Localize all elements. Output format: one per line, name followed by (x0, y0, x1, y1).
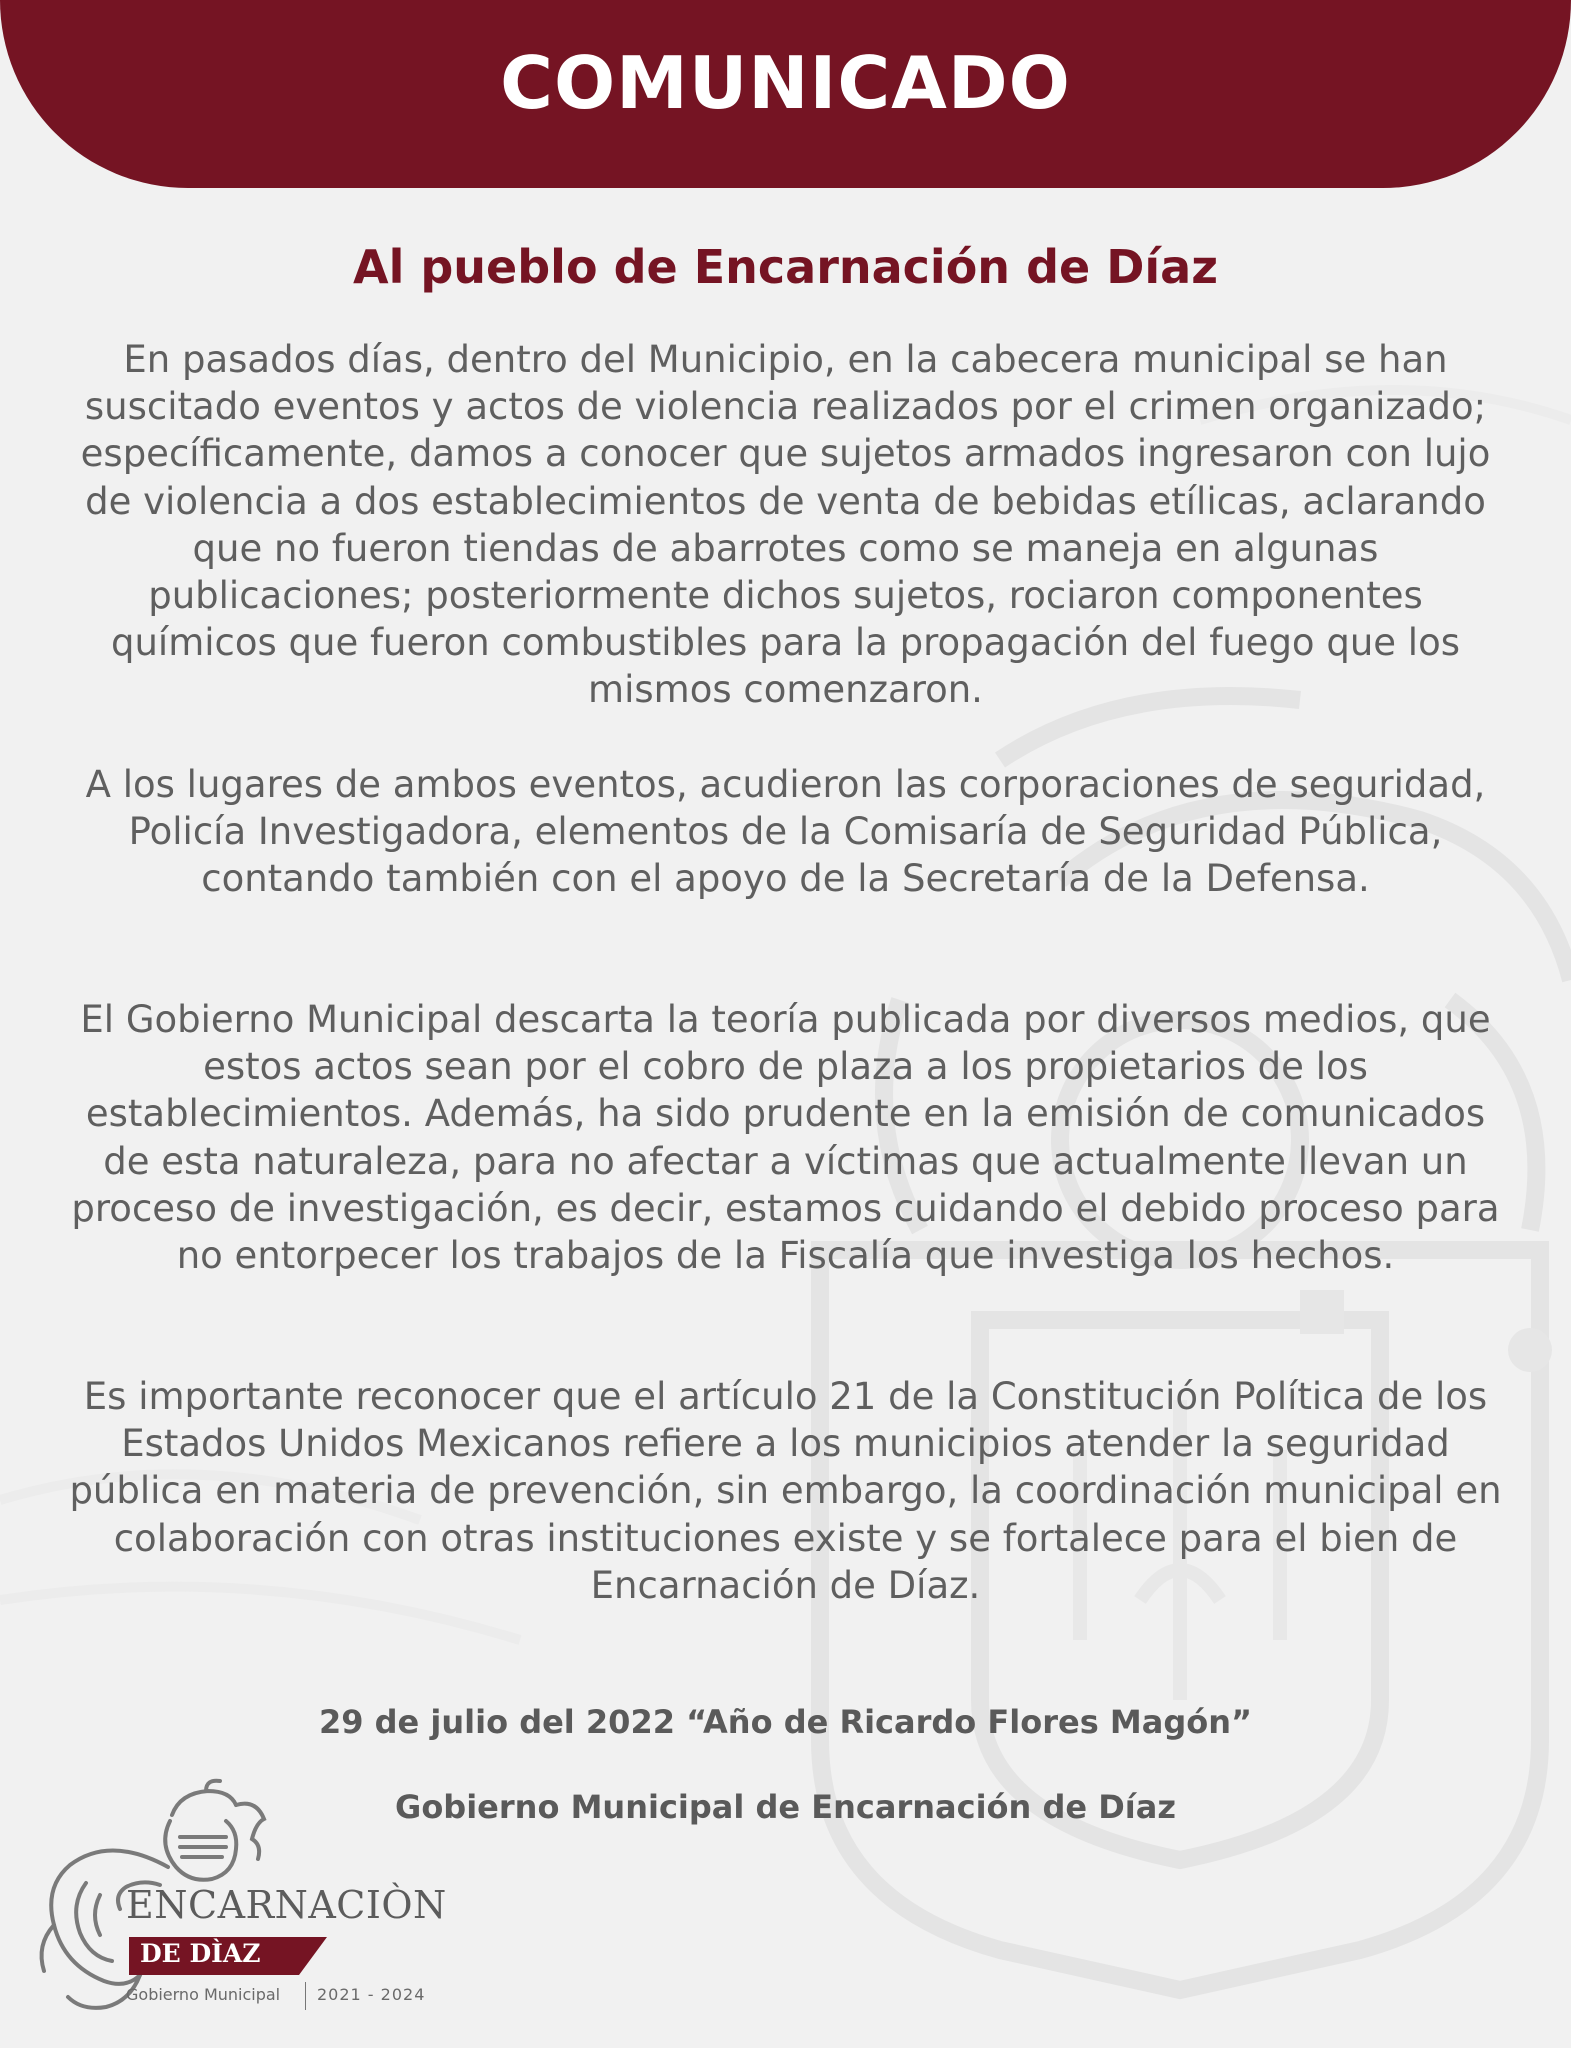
logo-government-label: Gobierno Municipal (126, 1985, 281, 2004)
logo-ribbon-text: DE DÌAZ (140, 1939, 261, 1968)
header-band (0, 0, 1571, 188)
logo-term-years: 2021 - 2024 (317, 1985, 426, 2004)
paragraph: A los lugares de ambos eventos, acudieron las corporaciones de seguridad, Policía Investigadora, elementos de la Comisaría de Seguridad Pública, contando también con el apoyo de la Secretaría de la Defensa. (85, 763, 1486, 901)
logo-wordmark: ENCARNACIÒN (126, 1883, 447, 1927)
paragraph: Es importante reconocer que el artículo 21 de la Constitución Política de los Estados Unidos Mexicanos refiere a los municipios atender la seguridad pública en materia de prevención, sin embargo, la coordinación municipal en colaboración con otras instituciones existe y se fortalece para el bien de Encarnación de Díaz. (69, 1375, 1502, 1607)
municipal-logo (30, 1775, 460, 2020)
paragraph: En pasados días, dentro del Municipio, en la cabecera municipal se han suscitado eventos y actos de violencia realizados por el crimen organizado; específicamente, damos a conocer que sujetos armados ingresaron con lujo de violencia a dos establecimientos de venta de bebidas etílicas, aclarando que no fueron tiendas de abarrotes como se maneja en algunas publicaciones; posteriormente dichos sujetos, rociaron componentes químicos que fueron combustibles para la propagación del fuego que los mismos comenzaron. (80, 338, 1491, 712)
date-line: 29 de julio del 2022 “Año de Ricardo Flores Magón” (318, 1703, 1253, 1741)
paragraph: El Gobierno Municipal descarta la teoría publicada por diversos medios, que estos actos sean por el cobro de plaza a los propietarios de los establecimientos. Además, ha sido prudente en la emisión de comunicados de esta naturaleza, para no afectar a víctimas que actualmente llevan un proceso de investigación, es decir, estamos cuidando el debido proceso para no entorpecer los trabajos de la Fiscalía que investiga los hechos. (71, 998, 1500, 1278)
header-title: COMUNICADO (500, 41, 1071, 125)
issuer-line: Gobierno Municipal de Encarnación de Díaz (395, 1788, 1176, 1826)
logo-divider (305, 1982, 306, 2010)
addressee-heading: Al pueblo de Encarnación de Díaz (353, 240, 1218, 294)
